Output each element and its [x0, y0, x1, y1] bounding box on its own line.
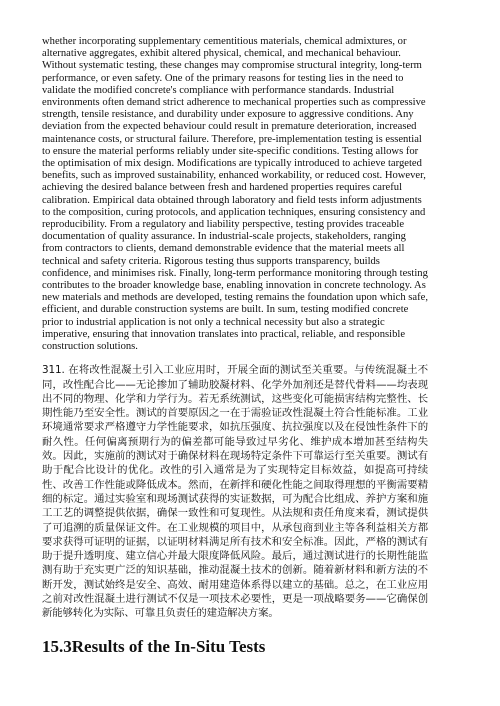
- chinese-body-paragraph: 311. 在将改性混凝土引入工业应用时，开展全面的测试至关重要。与传统混凝土不同，改性配合比——无论掺加了辅助胶凝材料、化学外加剂还是替代骨料——均表现出不同的物理、化学和力学行为。若无系统测试，这些变化可能损害结构完整性、长期性能乃至安全性。测试的首要原因之一在于需验证改性混凝土符合性能标准。工业环境通常要求严格遵守力学性能要求，如抗压强度、抗拉强度以及在侵蚀性条件下的耐久性。任何偏离预期行为的偏差都可能导致过早劣化、维护成本增加甚至结构失效。因此，实施前的测试对于确保材料在现场特定条件下可靠运行至关重要。测试有助于配合比设计的优化。改性的引入通常是为了实现特定目标效益，如提高可持续性、改善工作性能或降低成本。然而，在新拌和硬化性能之间取得理想的平衡需要精细的标定。通过实验室和现场测试获得的实证数据，可为配合比组成、养护方案和施工工艺的调整提供依据，确保一致性和可复现性。从法规和责任角度来看，测试提供了可追溯的质量保证文件。在工业规模的项目中，从承包商到业主等各利益相关方都要求获得可证明的证据，以证明材料满足所有技术和安全标准。因此，严格的测试有助于提升透明度、建立信心并最大限度降低风险。最后，通过测试进行的长期性能监测有助于充实更广泛的知识基础，推动混凝土技术的创新。随着新材料和新方法的不断开发，测试始终是安全、高效、耐用建造体系得以建立的基础。总之，在工业应用之前对改性混凝土进行测试不仅是一项技术必要性，更是一项战略要务——它确保创新能够转化为实际、可靠且负责任的建造解决方案。: [42, 364, 428, 620]
- section-heading: 15.3Results of the In-Situ Tests: [42, 636, 266, 656]
- english-body-paragraph: whether incorporating supplementary cementitious materials, chemical admixtures, or alternative aggregates, exhibit altered physical, chemical, and mechanical behaviour. Without systematic testing, these changes may compromise structural integrity, long-term performance, or even safety. One of the primary reasons for testing lies in the need to validate the modified concrete's compliance with performance standards. Industrial environments often demand strict adherence to mechanical properties such as compressive strength, tensile resistance, and durability under exposure to aggressive conditions. Any deviation from the expected behaviour could result in premature deterioration, increased maintenance costs, or structural failure. Therefore, pre-implementation testing is essential to ensure the material performs reliably under site-specific conditions. Testing allows for the optimisation of mix design. Modifications are typically introduced to achieve targeted benefits, such as improved sustainability, enhanced workability, or reduced cost. However, achieving the desired balance between fresh and hardened properties requires careful calibration. Empirical data obtained through laboratory and field tests inform adjustments to the composition, curing protocols, and application techniques, ensuring consistency and reproducibility. From a regulatory and liability perspective, testing provides traceable documentation of quality assurance. In industrial-scale projects, stakeholders, ranging from contractors to clients, demand demonstrable evidence that the material meets all technical and safety criteria. Rigorous testing thus supports transparency, builds confidence, and minimises risk. Finally, long-term performance monitoring through testing contributes to the broader knowledge base, enabling innovation in concrete technology. As new materials and methods are developed, testing remains the foundation upon which safe, efficient, and durable construction systems are built. In sum, testing modified concrete prior to industrial application is not only a technical necessity but also a strategic imperative, ensuring that innovation translates into practical, reliable, and responsible construction solutions.: [42, 36, 428, 353]
